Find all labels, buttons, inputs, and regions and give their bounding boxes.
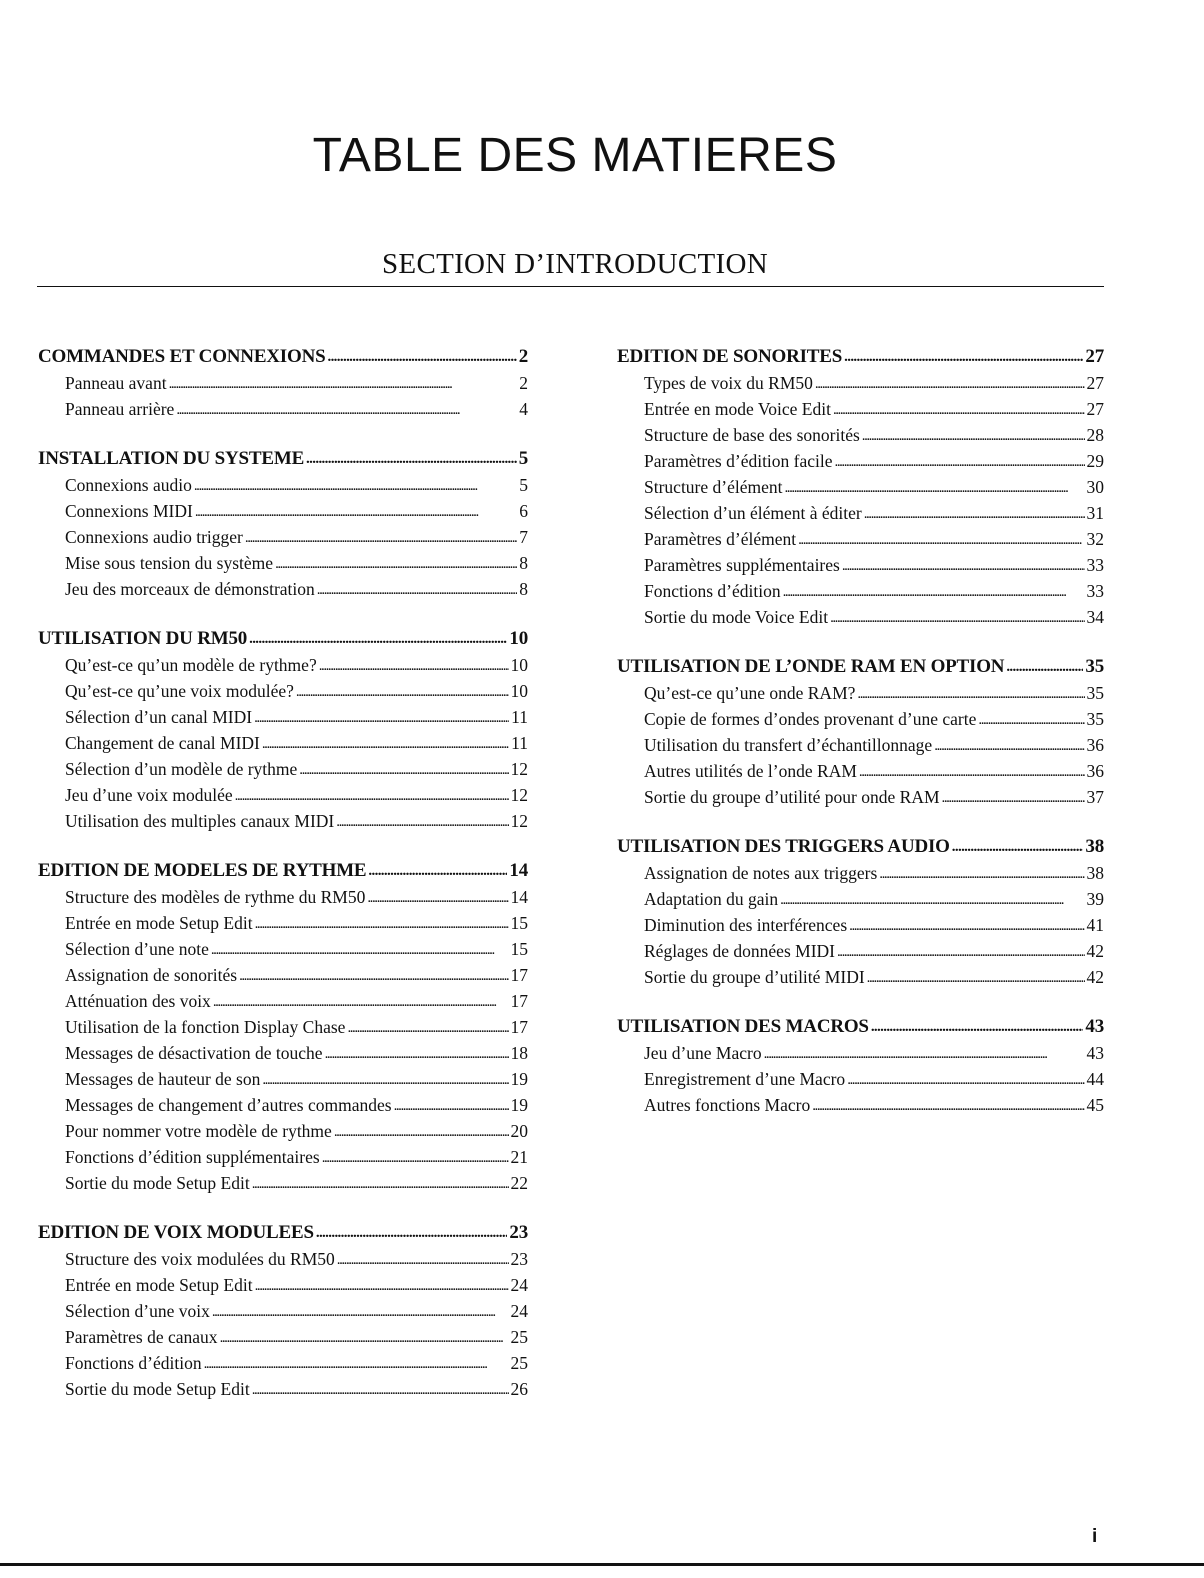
toc-entry-label: Messages de hauteur de son <box>65 1069 261 1089</box>
toc-leader <box>322 1143 509 1171</box>
toc-leader <box>306 445 517 472</box>
toc-entry-page: 44 <box>1086 1069 1104 1089</box>
toc-group-edition-voix <box>38 1220 528 1402</box>
toc-entry-label: Connexions audio <box>65 475 192 495</box>
toc-group-edition-modeles <box>38 858 528 1196</box>
toc-entry[interactable] <box>617 370 1104 396</box>
toc-leader <box>262 729 509 757</box>
toc-heading[interactable] <box>38 858 528 884</box>
toc-entry[interactable] <box>38 396 528 422</box>
toc-entry-page: 36 <box>1086 761 1104 781</box>
toc-entry-label: Utilisation de la fonction Display Chase <box>65 1017 346 1037</box>
toc-leader <box>849 911 1084 939</box>
toc-group-onde-ram <box>617 654 1104 810</box>
toc-leader <box>337 1245 509 1273</box>
toc-entry[interactable] <box>617 1040 1104 1066</box>
toc-entry-label: Fonctions d’édition <box>65 1353 202 1373</box>
toc-entry[interactable] <box>617 578 1104 604</box>
toc-entry-label: Entrée en mode Voice Edit <box>644 399 831 419</box>
toc-entry-label: Entrée en mode Setup Edit <box>65 913 253 933</box>
toc-heading[interactable] <box>38 1220 528 1246</box>
toc-entry[interactable] <box>38 1170 528 1196</box>
toc-entry-page: 10 <box>510 681 528 701</box>
toc-leader <box>347 1013 508 1041</box>
toc-entry[interactable] <box>38 1066 528 1092</box>
toc-heading-label: EDITION DE SONORITES <box>617 346 843 367</box>
toc-entry[interactable] <box>38 472 528 498</box>
toc-heading-page: 14 <box>509 860 528 881</box>
toc-entry-page: 17 <box>510 1017 528 1037</box>
toc-entry-label: Réglages de données MIDI <box>644 941 835 961</box>
toc-leader <box>317 575 517 603</box>
toc-entry-page: 18 <box>510 1043 528 1063</box>
toc-heading-page: 10 <box>509 628 528 649</box>
toc-leader <box>879 859 1084 887</box>
toc-leader <box>245 523 517 551</box>
toc-leader <box>842 551 1085 579</box>
toc-entry-label: Jeu d’une voix modulée <box>65 785 233 805</box>
toc-leader <box>262 1065 508 1093</box>
toc-entry-label: Mise sous tension du système <box>65 553 274 573</box>
toc-entry[interactable] <box>617 912 1104 938</box>
toc-leader <box>316 1219 508 1246</box>
toc-leader <box>252 1375 509 1403</box>
toc-heading-label: UTILISATION DES TRIGGERS AUDIO <box>617 836 950 857</box>
toc-entry[interactable] <box>38 1092 528 1118</box>
toc-leader <box>815 369 1085 397</box>
toc-entry-label: Autres utilités de l’onde RAM <box>644 761 857 781</box>
toc-entry-label: Connexions audio trigger <box>65 527 243 547</box>
toc-entry-label: Paramètres supplémentaires <box>644 555 840 575</box>
toc-entry-label: Qu’est-ce qu’une onde RAM? <box>644 683 856 703</box>
toc-entry-label: Sélection d’un modèle de rythme <box>65 759 298 779</box>
toc-entry-label: Sortie du mode Setup Edit <box>65 1379 250 1399</box>
toc-leader <box>867 963 1085 991</box>
toc-entry-label: Enregistrement d’une Macro <box>644 1069 846 1089</box>
toc-group-edition-sonorites <box>617 344 1104 630</box>
toc-leader <box>275 549 517 577</box>
toc-entry-page: 2 <box>519 373 528 393</box>
toc-group-triggers-audio <box>617 834 1104 990</box>
toc-entry-page: 15 <box>510 913 528 933</box>
toc-heading-page: 38 <box>1085 836 1104 857</box>
page-title: TABLE DES MATIERES <box>312 129 838 182</box>
toc-entry[interactable] <box>617 860 1104 886</box>
toc-leader <box>844 343 1083 370</box>
toc-heading-label: COMMANDES ET CONNEXIONS <box>38 346 326 367</box>
toc-leader <box>859 757 1085 785</box>
toc-entry-page: 45 <box>1086 1095 1104 1115</box>
toc-entry[interactable] <box>617 964 1104 990</box>
toc-entry-page: 35 <box>1086 709 1104 729</box>
toc-heading[interactable] <box>617 834 1104 860</box>
toc-entry-page: 14 <box>510 887 528 907</box>
toc-entry-page: 30 <box>1086 477 1104 497</box>
toc-entry[interactable] <box>38 1118 528 1144</box>
toc-entry-label: Utilisation des multiples canaux MIDI <box>65 811 335 831</box>
toc-entry-page: 32 <box>1086 529 1104 549</box>
toc-entry[interactable] <box>617 706 1104 732</box>
toc-entry[interactable] <box>38 1272 528 1298</box>
toc-entry-page: 7 <box>519 527 528 547</box>
toc-entry-label: Paramètres d’édition facile <box>644 451 833 471</box>
toc-leader <box>934 731 1084 759</box>
toc-entry-page: 28 <box>1086 425 1104 445</box>
toc-heading[interactable] <box>38 626 528 652</box>
toc-entry[interactable] <box>38 704 528 730</box>
toc-leader <box>204 1349 509 1377</box>
toc-entry-page: 11 <box>511 733 528 753</box>
toc-entry[interactable] <box>617 422 1104 448</box>
toc-entry[interactable] <box>617 396 1104 422</box>
toc-entry-page: 31 <box>1086 503 1104 523</box>
toc-entry-page: 27 <box>1086 373 1104 393</box>
bottom-border <box>0 1563 1204 1566</box>
toc-heading-label: UTILISATION DU RM50 <box>38 628 248 649</box>
toc-leader <box>764 1039 1085 1067</box>
toc-leader <box>169 369 518 397</box>
toc-entry-page: 8 <box>519 553 528 573</box>
toc-entry[interactable] <box>617 604 1104 630</box>
toc-leader <box>296 677 509 705</box>
toc-group-commandes <box>38 344 528 422</box>
toc-leader <box>254 703 509 731</box>
toc-leader <box>798 525 1084 553</box>
toc-entry-page: 42 <box>1086 967 1104 987</box>
toc-entry[interactable] <box>38 782 528 808</box>
toc-entry-label: Types de voix du RM50 <box>644 373 813 393</box>
toc-entry[interactable] <box>617 448 1104 474</box>
toc-entry-label: Structure des modèles de rythme du RM50 <box>65 887 366 907</box>
toc-entry[interactable] <box>38 808 528 834</box>
toc-entry[interactable] <box>38 370 528 396</box>
toc-entry-label: Fonctions d’édition <box>644 581 781 601</box>
toc-entry-page: 4 <box>519 399 528 419</box>
toc-entry[interactable] <box>38 1350 528 1376</box>
toc-leader <box>176 395 517 423</box>
toc-entry-page: 12 <box>510 759 528 779</box>
toc-entry-page: 33 <box>1086 581 1104 601</box>
toc-entry[interactable] <box>617 526 1104 552</box>
toc-leader <box>871 1013 1084 1040</box>
toc-entry-page: 19 <box>510 1095 528 1115</box>
toc-entry-label: Sortie du groupe d’utilité pour onde RAM <box>644 787 940 807</box>
toc-entry[interactable] <box>617 1066 1104 1092</box>
toc-entry-page: 8 <box>519 579 528 599</box>
toc-entry-page: 36 <box>1086 735 1104 755</box>
toc-entry[interactable] <box>38 1376 528 1402</box>
toc-entry-label: Fonctions d’édition supplémentaires <box>65 1147 320 1167</box>
toc-entry-page: 42 <box>1086 941 1104 961</box>
toc-entry-page: 12 <box>510 785 528 805</box>
toc-entry[interactable] <box>38 1040 528 1066</box>
toc-entry[interactable] <box>617 680 1104 706</box>
toc-leader <box>780 885 1084 913</box>
toc-heading[interactable] <box>617 344 1104 370</box>
toc-entry[interactable] <box>38 988 528 1014</box>
toc-entry[interactable] <box>617 474 1104 500</box>
toc-entry-label: Qu’est-ce qu’un modèle de rythme? <box>65 655 317 675</box>
toc-entry-page: 25 <box>510 1353 528 1373</box>
toc-entry-page: 25 <box>510 1327 528 1347</box>
toc-entry-page: 22 <box>510 1173 528 1193</box>
toc-entry-page: 34 <box>1086 607 1104 627</box>
toc-entry-label: Autres fonctions Macro <box>644 1095 811 1115</box>
toc-heading-label: EDITION DE MODELES DE RYTHME <box>38 860 367 881</box>
toc-group-installation <box>38 446 528 602</box>
toc-leader <box>942 783 1085 811</box>
toc-leader <box>847 1065 1084 1093</box>
toc-entry-label: Copie de formes d’ondes provenant d’une carte <box>644 709 977 729</box>
toc-leader <box>255 1271 509 1299</box>
toc-entry-label: Pour nommer votre modèle de rythme <box>65 1121 332 1141</box>
toc-leader <box>255 909 509 937</box>
toc-leader <box>857 679 1084 707</box>
toc-entry-label: Panneau avant <box>65 373 167 393</box>
toc-leader <box>862 421 1085 449</box>
toc-entry-page: 39 <box>1086 889 1104 909</box>
toc-entry-label: Paramètres d’élément <box>644 529 797 549</box>
toc-heading-label: EDITION DE VOIX MODULEES <box>38 1222 314 1243</box>
toc-entry[interactable] <box>617 784 1104 810</box>
toc-leader <box>812 1091 1084 1119</box>
toc-leader <box>864 499 1085 527</box>
toc-entry[interactable] <box>38 1246 528 1272</box>
toc-entry-label: Paramètres de canaux <box>65 1327 218 1347</box>
toc-entry-page: 19 <box>510 1069 528 1089</box>
section-title: SECTION D’INTRODUCTION <box>382 248 768 280</box>
toc-leader <box>835 447 1085 475</box>
toc-heading[interactable] <box>38 344 528 370</box>
toc-leader <box>249 625 507 652</box>
toc-entry[interactable] <box>38 550 528 576</box>
toc-leader <box>830 603 1084 631</box>
toc-entry[interactable] <box>38 498 528 524</box>
toc-leader <box>319 651 509 679</box>
toc-entry-label: Entrée en mode Setup Edit <box>65 1275 253 1295</box>
toc-leader <box>220 1323 509 1351</box>
toc-leader <box>785 473 1085 501</box>
toc-leader <box>213 987 509 1015</box>
toc-entry-page: 11 <box>511 707 528 727</box>
toc-right-column <box>617 344 1104 1142</box>
toc-entry[interactable] <box>617 732 1104 758</box>
toc-entry-label: Atténuation des voix <box>65 991 211 1011</box>
toc-heading-label: INSTALLATION DU SYSTEME <box>38 448 305 469</box>
toc-entry-label: Diminution des interférences <box>644 915 848 935</box>
toc-heading-page: 2 <box>518 346 528 367</box>
toc-entry-page: 6 <box>519 501 528 521</box>
toc-heading[interactable] <box>617 1014 1104 1040</box>
toc-leader <box>336 807 508 835</box>
toc-entry-label: Connexions MIDI <box>65 501 193 521</box>
toc-entry-page: 27 <box>1086 399 1104 419</box>
toc-leader <box>952 833 1084 860</box>
toc-leader <box>325 1039 509 1067</box>
toc-leader <box>833 395 1085 423</box>
toc-entry[interactable] <box>617 886 1104 912</box>
toc-entry-page: 21 <box>510 1147 528 1167</box>
toc-entry-label: Sortie du mode Setup Edit <box>65 1173 250 1193</box>
toc-leader <box>299 755 508 783</box>
toc-entry[interactable] <box>38 576 528 602</box>
toc-leader <box>235 781 509 809</box>
toc-entry-page: 17 <box>510 965 528 985</box>
toc-leader <box>837 937 1085 965</box>
toc-heading-page: 23 <box>509 1222 528 1243</box>
toc-entry[interactable] <box>617 1092 1104 1118</box>
toc-entry-label: Assignation de notes aux triggers <box>644 863 878 883</box>
toc-entry-page: 15 <box>510 939 528 959</box>
toc-entry-page: 29 <box>1086 451 1104 471</box>
toc-entry-page: 24 <box>510 1301 528 1321</box>
toc-entry-page: 43 <box>1086 1043 1104 1063</box>
toc-leader <box>334 1117 509 1145</box>
toc-heading[interactable] <box>38 446 528 472</box>
toc-entry-label: Sortie du mode Voice Edit <box>644 607 829 627</box>
toc-leader <box>252 1169 509 1197</box>
toc-leader <box>783 577 1085 605</box>
toc-entry[interactable] <box>617 758 1104 784</box>
toc-entry-label: Sélection d’un canal MIDI <box>65 707 253 727</box>
toc-entry-page: 37 <box>1086 787 1104 807</box>
toc-entry[interactable] <box>38 524 528 550</box>
toc-group-utilisation-rm50 <box>38 626 528 834</box>
toc-leader <box>194 471 517 499</box>
toc-entry-page: 23 <box>510 1249 528 1269</box>
toc-left-column <box>38 344 528 1426</box>
toc-entry[interactable] <box>38 936 528 962</box>
toc-leader <box>212 1297 509 1325</box>
toc-entry-label: Assignation de sonorités <box>65 965 238 985</box>
toc-entry-page: 5 <box>519 475 528 495</box>
toc-entry[interactable] <box>617 938 1104 964</box>
toc-entry-label: Messages de désactivation de touche <box>65 1043 323 1063</box>
toc-entry-page: 17 <box>510 991 528 1011</box>
toc-entry[interactable] <box>38 756 528 782</box>
toc-leader <box>368 857 507 884</box>
toc-entry[interactable] <box>38 962 528 988</box>
section-divider <box>37 286 1104 287</box>
toc-heading-label: UTILISATION DE L’ONDE RAM EN OPTION <box>617 656 1005 677</box>
toc-entry-page: 20 <box>510 1121 528 1141</box>
toc-entry[interactable] <box>38 678 528 704</box>
toc-entry-label: Qu’est-ce qu’une voix modulée? <box>65 681 294 701</box>
toc-entry-page: 24 <box>510 1275 528 1295</box>
toc-heading[interactable] <box>617 654 1104 680</box>
toc-heading-page: 27 <box>1085 346 1104 367</box>
toc-entry-page: 26 <box>510 1379 528 1399</box>
toc-entry-label: Utilisation du transfert d’échantillonnage <box>644 735 933 755</box>
toc-heading-page: 35 <box>1085 656 1104 677</box>
toc-leader <box>327 343 516 370</box>
toc-entry[interactable] <box>38 1014 528 1040</box>
toc-group-macros <box>617 1014 1104 1118</box>
toc-entry-label: Structure des voix modulées du RM50 <box>65 1249 335 1269</box>
toc-entry-page: 41 <box>1086 915 1104 935</box>
toc-leader <box>367 883 508 911</box>
toc-entry-label: Panneau arrière <box>65 399 175 419</box>
toc-entry[interactable] <box>617 500 1104 526</box>
toc-entry-label: Messages de changement d’autres commandes <box>65 1095 392 1115</box>
toc-entry[interactable] <box>38 730 528 756</box>
toc-entry-page: 12 <box>510 811 528 831</box>
toc-leader <box>978 705 1084 733</box>
page-number: i <box>1092 1526 1098 1547</box>
toc-entry-label: Structure d’élément <box>644 477 783 497</box>
toc-entry-label: Sélection d’un élément à éditer <box>644 503 862 523</box>
toc-leader <box>239 961 508 989</box>
toc-entry-label: Sélection d’une note <box>65 939 209 959</box>
toc-entry[interactable] <box>38 1324 528 1350</box>
toc-leader <box>394 1091 509 1119</box>
toc-entry-label: Adaptation du gain <box>644 889 779 909</box>
toc-entry[interactable] <box>38 884 528 910</box>
toc-entry-page: 33 <box>1086 555 1104 575</box>
toc-entry-label: Sortie du groupe d’utilité MIDI <box>644 967 865 987</box>
toc-leader <box>211 935 509 963</box>
toc-heading-page: 43 <box>1085 1016 1104 1037</box>
toc-heading-label: UTILISATION DES MACROS <box>617 1016 869 1037</box>
toc-entry-label: Jeu d’une Macro <box>644 1043 762 1063</box>
toc-entry[interactable] <box>38 910 528 936</box>
toc-entry-label: Structure de base des sonorités <box>644 425 860 445</box>
toc-entry-label: Changement de canal MIDI <box>65 733 260 753</box>
toc-entry[interactable] <box>617 552 1104 578</box>
toc-entry[interactable] <box>38 652 528 678</box>
toc-heading-page: 5 <box>518 448 528 469</box>
toc-entry-page: 38 <box>1086 863 1104 883</box>
toc-entry-label: Sélection d’une voix <box>65 1301 210 1321</box>
toc-entry-page: 35 <box>1086 683 1104 703</box>
toc-entry-label: Jeu des morceaux de démonstration <box>65 579 315 599</box>
toc-leader <box>1006 653 1083 680</box>
toc-entry[interactable] <box>38 1144 528 1170</box>
toc-entry[interactable] <box>38 1298 528 1324</box>
toc-leader <box>195 497 517 525</box>
toc-entry-page: 10 <box>510 655 528 675</box>
